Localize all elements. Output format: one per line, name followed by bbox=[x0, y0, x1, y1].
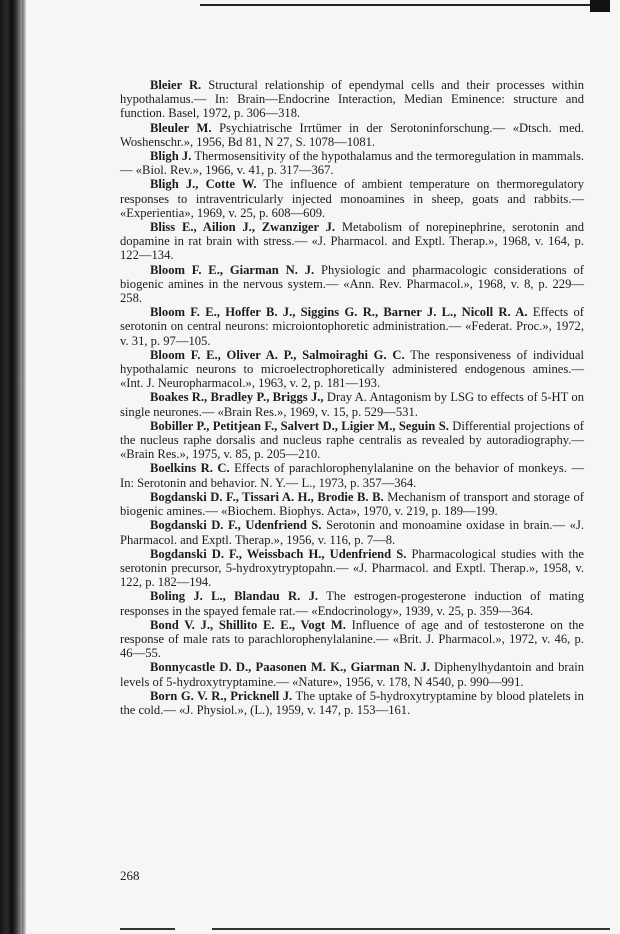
bibliography-entry bbox=[120, 547, 584, 590]
book-spine-shadow bbox=[0, 0, 22, 934]
entry-text: Effects of serotonin on central neurons: microiontophoretic administration.— «Federat. Proc.», 1972, v. 31, p. 97—105. bbox=[120, 305, 584, 348]
entry-text: The estrogen-progesterone induction of mating responses in the spayed female rat.— «Endocrinology», 1939, v. 25, p. 359—364. bbox=[120, 589, 584, 618]
bibliography-entry bbox=[120, 660, 584, 688]
entry-authors: Bogdanski D. F., Weissbach H., Udenfriend S. bbox=[150, 546, 407, 561]
bibliography-entry bbox=[120, 419, 584, 462]
entry-authors: Bloom F. E., Oliver A. P., Salmoiraghi G. C. bbox=[150, 347, 405, 362]
entry-authors: Bobiller P., Petitjean F., Salvert D., Ligier M., Seguin S. bbox=[150, 418, 449, 433]
entry-text: Influence of age and of testosterone on the response of male rats to parachlorophenylalanine.— «Brit. J. Pharmacol.», 1972, v. 46, p. 46—55. bbox=[120, 617, 584, 661]
scan-bottom-border bbox=[212, 928, 610, 930]
bibliography-entry bbox=[120, 177, 584, 220]
entry-authors: Boling J. L., Blandau R. J. bbox=[150, 589, 319, 604]
entry-authors: Bogdanski D. F., Udenfriend S. bbox=[150, 518, 322, 533]
entry-text: Diphenylhydantoin and brain levels of 5-hydroxytryptamine.— «Nature», 1956, v. 178, N 4540, p. 990—991. bbox=[120, 660, 585, 689]
entry-text: Mechanism of transport and storage of biogenic amines.— «Biochem. Biophys. Acta», 1970, v. 219, p. 189—199. bbox=[120, 489, 584, 519]
bibliography-entry bbox=[120, 589, 584, 617]
bibliography-entry bbox=[120, 618, 584, 661]
entry-authors: Bleuler M. bbox=[150, 120, 212, 135]
entry-authors: Bond V. J., Shillito E. E., Vogt M. bbox=[150, 617, 346, 632]
bibliography-list bbox=[120, 78, 584, 717]
entry-text: Physiologic and pharmacologic considerations of biogenic amines in the nervous system.— «Ann. Rev. Pharmacol.», 1968, v. 8, p. 229—258. bbox=[120, 262, 584, 306]
entry-text: The responsiveness of individual hypothalamic neurons to microelectrophoretically administered endogenous amines.— «Int. J. Neuropharmacol.», 1963, v. 2, p. 181—193. bbox=[120, 347, 584, 391]
entry-authors: Bligh J., Cotte W. bbox=[150, 177, 257, 192]
bibliography-entry bbox=[120, 149, 584, 177]
entry-text: Dray A. Antagonism by LSG to effects of 5-HT on single neurones.— «Brain Res.», 1969, v. 15, p. 529—531. bbox=[120, 390, 584, 419]
bibliography-entry bbox=[120, 461, 584, 489]
entry-authors: Bligh J. bbox=[150, 149, 192, 164]
entry-authors: Bogdanski D. F., Tissari A. H., Brodie B. B. bbox=[150, 489, 384, 504]
entry-text: Psychiatrische Irrtümer in der Serotoninforschung.— «Dtsch. med. Woshenschr.», 1956, Bd 81, N 27, S. 1078—1081. bbox=[120, 120, 584, 149]
page-number: 268 bbox=[120, 868, 140, 883]
entry-text: The influence of ambient temperature on thermoregulatory responses to intraventricularly injected monoamines in sheep, goats and rabbits.— «Experientia», 1969, v. 25, p. 608—609. bbox=[120, 177, 585, 220]
bibliography-entry bbox=[120, 305, 584, 348]
entry-authors: Bliss E., Ailion J., Zwanziger J. bbox=[150, 220, 336, 235]
entry-authors: Bloom F. E., Hoffer B. J., Siggins G. R., Barner J. L., Nicoll R. A. bbox=[150, 305, 528, 320]
entry-authors: Born G. V. R., Pricknell J. bbox=[150, 688, 293, 703]
bibliography-entry bbox=[120, 348, 584, 391]
entry-authors: Bloom F. E., Giarman N. J. bbox=[150, 262, 315, 277]
entry-authors: Boakes R., Bradley P., Briggs J., bbox=[150, 390, 324, 405]
scan-top-corner bbox=[590, 0, 610, 12]
entry-authors: Bleier R. bbox=[150, 78, 202, 92]
entry-text: Differential projections of the nucleus raphe dorsalis and nucleus raphe centralis as revealed by autoradiography.— «Brain Res.», 1975, v. 85, p. 205—210. bbox=[120, 418, 584, 462]
bibliography-entry bbox=[120, 390, 584, 418]
entry-text: Effects of parachlorophenylalanine on the behavior of monkeys. — In: Serotonin and behavior. N. Y.— L., 1973, p. 357—364. bbox=[120, 461, 584, 490]
entry-text: Serotonin and monoamine oxidase in brain.— «J. Pharmacol. and Exptl. Therap.», 1956, v. 116, p. 7—8. bbox=[120, 518, 584, 547]
entry-text: Thermosensitivity of the hypothalamus and the termoregulation in mammals.— «Biol. Rev.», 1966, v. 41, p. 317—367. bbox=[120, 149, 584, 178]
entry-authors: Bonnycastle D. D., Paasonen M. K., Giarman N. J. bbox=[150, 660, 430, 675]
entry-text: Pharmacological studies with the serotonin precursor, 5-hydroxytryptopahn.— «J. Pharmacol. and Exptl. Therap.», 1958, v. 122, p. 182—194. bbox=[120, 546, 584, 590]
entry-text: Metabolism of norepinephrine, serotonin and dopamine in rat brain with stress.— «J. Pharmacol. and Exptl. Therap.», 1968, v. 164, p. 122—134. bbox=[120, 220, 584, 263]
bibliography-entry bbox=[120, 220, 584, 263]
bibliography-entry bbox=[120, 689, 584, 717]
bibliography-entry bbox=[120, 490, 584, 518]
bibliography-entry bbox=[120, 263, 584, 306]
entry-text: The uptake of 5-hydroxytryptamine by blood platelets in the cold.— «J. Physiol.», (L.), 1959, v. 147, p. 153—161. bbox=[120, 688, 584, 717]
bibliography-entry bbox=[120, 78, 584, 121]
bibliography-entry bbox=[120, 518, 584, 546]
scan-bottom-border bbox=[120, 928, 175, 930]
page-gutter-edge bbox=[22, 0, 26, 934]
bibliography-entry bbox=[120, 121, 584, 149]
entry-text: Structural relationship of ependymal cells and their processes within hypothalamus.— In: Brain—Endocrine Interaction, Median Eminence: structure and function. Basel, 1972, p. 306—318. bbox=[120, 78, 584, 121]
scan-top-border bbox=[200, 4, 610, 6]
entry-authors: Boelkins R. C. bbox=[150, 461, 230, 476]
